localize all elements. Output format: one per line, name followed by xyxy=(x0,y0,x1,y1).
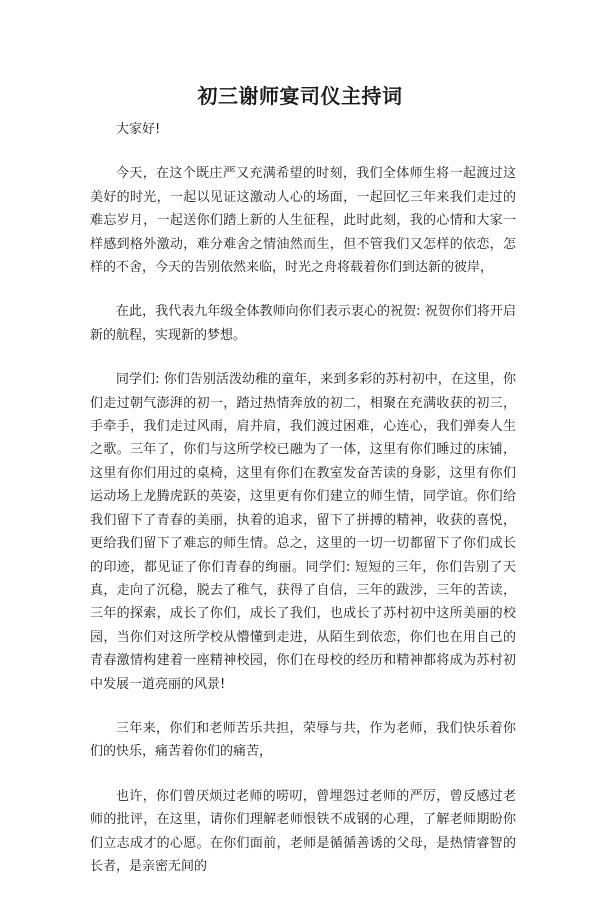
paragraph: 在此，我代表九年级全体教师向你们表示衷心的祝贺: 祝贺你们将开启新的航程，实现新的梦想。 xyxy=(90,304,516,343)
paragraph: 三年来，你们和老师苦乐共担，荣辱与共，作为老师，我们快乐着你们的快乐，痛苦着你们的痛苦， xyxy=(90,720,516,760)
greeting: 大家好! xyxy=(116,122,161,137)
paragraph: 今天，在这个既庄严又充满希望的时刻，我们全体师生将一起渡过这美好的时光，一起以见证这激动人心的场面，一起回忆三年来我们走过的难忘岁月，一起送你们踏上新的人生征程，此时此刻，我的心情和大家一样感到格外激动，难分难舍之情油然而生，但不管我们又怎样的依恋，怎样的不舍，今天的告别依然来临，时光之舟将载着你们到达新的彼岸， xyxy=(90,166,516,276)
paragraph: 同学们: 你们告别活泼幼稚的童年，来到多彩的苏村初中，在这里，你们走过朝气澎湃的初一，踏过热情奔放的初二，相聚在充满收获的初三，手牵手，我们走过风雨，肩并肩，我们渡过困难，心连心，我们弹奏人生之歌。三年了，你们与这所学校已融为了一体，这里有你们睡过的床铺，这里有你们用过的桌椅，这里有你们在教室发奋苦读的身影，这里有你们运动场上龙腾虎跃的英姿，这里更有你们建立的师生情，同学谊。你们给我们留下了青春的美丽，执着的追求，留下了拼搏的精神，收获的喜悦，更给我们留下了难忘的师生情。总之，这里的一切一切都留下了你们成长的印迹，都见证了你们青春的绚丽。同学们: 短短的三年，你们告别了天真，走向了沉稳，脱去了稚气，获得了自信，三年的跋涉，三年的苦读，三年的探索，成长了你们，成长了我们，也成长了苏村初中这所美丽的校园，当你们对这所学校从懵懂到走进，从陌生到依恋，你们也在用自己的青春激情构建着一座精神校园，你们在母校的经历和精神都将成为苏村初中发展一道亮丽的风景! xyxy=(90,372,516,692)
document-title: 初三谢师宴司仪主持词 xyxy=(197,84,403,108)
paragraph: 也许，你们曾厌烦过老师的唠叨，曾埋怨过老师的严厉，曾反感过老师的批评，在这里，请你们理解老师恨铁不成钢的心理，了解老师期盼你们立志成才的心愿。在你们面前，老师是循循善诱的父母，是热情睿智的长者，是亲密无间的 xyxy=(90,788,516,874)
document-body xyxy=(90,118,516,899)
